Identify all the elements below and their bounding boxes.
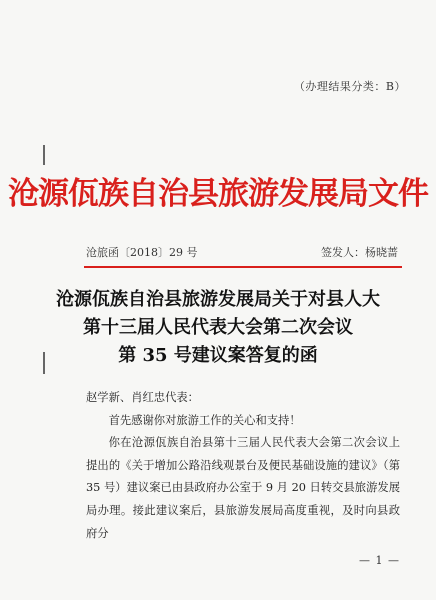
- document-body: [86, 387, 400, 545]
- page-number: — 1 —: [359, 554, 400, 567]
- red-divider-line: [84, 266, 402, 268]
- body-paragraph: 首先感谢你对旅游工作的关心和支持！: [108, 413, 301, 427]
- classification-note: （办理结果分类：B）: [293, 80, 406, 93]
- title-line: 沧源佤族自治县旅游发展局关于对县人大: [56, 289, 380, 310]
- salutation: 赵学新、肖红忠代表：: [86, 391, 199, 404]
- body-paragraph: 你在沧源佤族自治县第十三届人民代表大会第二次会议上提出的《关于增加公路沿线观景台及便民基础设施的建议》（第 35 号）建议案已由县政府办公室于 9 月 20 日转交县旅游发展局办理。接此建议案后，县旅游发展局高度重视，及时向县政府分: [86, 436, 400, 540]
- document-number: 沧旅函〔2018〕29 号: [86, 246, 198, 259]
- document-masthead: 沧源佤族自治县旅游发展局文件: [8, 176, 428, 212]
- title-line: 第 35 号建议案答复的函: [118, 345, 318, 366]
- binding-mark-top: [43, 145, 45, 165]
- title-line: 第十三届人民代表大会第二次会议: [83, 317, 353, 338]
- document-info-row: [86, 244, 398, 260]
- document-signer: 签发人：杨晓蔷: [321, 246, 398, 259]
- document-title: [0, 286, 436, 370]
